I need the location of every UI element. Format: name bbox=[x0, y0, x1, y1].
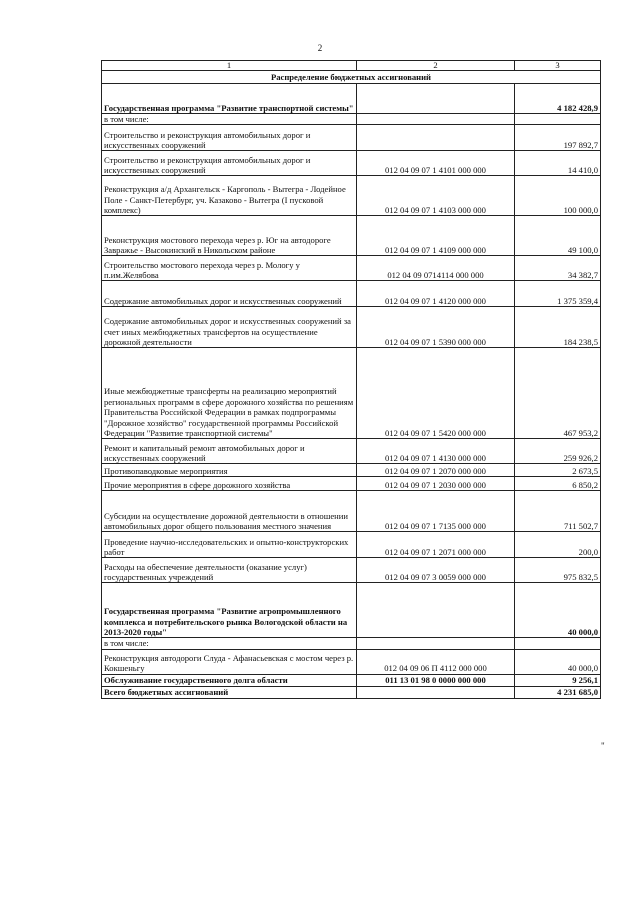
row-amount-cell bbox=[515, 638, 601, 649]
row-name-cell: Расходы на обеспечение деятельности (оказание услуг) государственных учреждений bbox=[102, 558, 357, 583]
column-number-2: 2 bbox=[357, 61, 515, 71]
table-row bbox=[102, 686, 601, 698]
table-row bbox=[102, 114, 601, 125]
row-name-cell: Ремонт и капитальный ремонт автомобильных дорог и искусственных сооружений bbox=[102, 439, 357, 464]
row-amount-cell: 4 182 428,9 bbox=[515, 84, 601, 114]
column-number-row bbox=[102, 61, 601, 71]
row-amount-cell: 40 000,0 bbox=[515, 583, 601, 638]
row-name-cell: в том числе: bbox=[102, 638, 357, 649]
row-name-cell: Государственная программа "Развитие транспортной системы" bbox=[102, 84, 357, 114]
row-code-cell: 012 04 09 06 П 4112 000 000 bbox=[357, 649, 515, 674]
row-amount-cell: 197 892,7 bbox=[515, 125, 601, 151]
row-name-cell: Обслуживание государственного долга области bbox=[102, 674, 357, 686]
table-row bbox=[102, 256, 601, 281]
page-number: 2 bbox=[317, 43, 323, 53]
row-name-cell: Противопаводковые мероприятия bbox=[102, 464, 357, 477]
table-row bbox=[102, 558, 601, 583]
row-amount-cell: 1 375 359,4 bbox=[515, 281, 601, 307]
row-code-cell: 012 04 09 07 1 2030 000 000 bbox=[357, 477, 515, 491]
row-name-cell: Всего бюджетных ассигнований bbox=[102, 686, 357, 698]
row-code-cell: 012 04 09 07 1 4120 000 000 bbox=[357, 281, 515, 307]
row-code-cell: 012 04 09 07 1 4101 000 000 bbox=[357, 151, 515, 176]
row-name-cell: Государственная программа "Развитие агропромышленного комплекса и потребительского рынка Вологодской области на 2013-2020 годы" bbox=[102, 583, 357, 638]
row-name-cell: Реконструкция автодороги Слуда - Афанасьевская с мостом через р. Кокшеньгу bbox=[102, 649, 357, 674]
table-row bbox=[102, 307, 601, 348]
row-name-cell: Субсидии на осуществление дорожной деятельности в отношении автомобильных дорог общего пользования местного значения bbox=[102, 491, 357, 532]
table-row bbox=[102, 477, 601, 491]
row-amount-cell: 6 850,2 bbox=[515, 477, 601, 491]
table-row bbox=[102, 491, 601, 532]
row-code-cell bbox=[357, 125, 515, 151]
table-row bbox=[102, 348, 601, 439]
row-code-cell: 012 04 09 07 1 4109 000 000 bbox=[357, 216, 515, 256]
table-row bbox=[102, 439, 601, 464]
table-row bbox=[102, 151, 601, 176]
table-row bbox=[102, 649, 601, 674]
row-name-cell: Проведение научно-исследовательских и опытно-конструкторских работ bbox=[102, 532, 357, 558]
row-name-cell: Строительство и реконструкция автомобильных дорог и искусственных сооружений bbox=[102, 151, 357, 176]
row-code-cell: 012 04 09 07 1 5420 000 000 bbox=[357, 348, 515, 439]
table-row bbox=[102, 674, 601, 686]
budget-allocation-table bbox=[101, 60, 601, 699]
table-row bbox=[102, 281, 601, 307]
row-amount-cell: 100 000,0 bbox=[515, 176, 601, 216]
row-amount-cell: 184 238,5 bbox=[515, 307, 601, 348]
closing-quote-mark: " bbox=[601, 741, 605, 751]
row-name-cell: Строительство и реконструкция автомобильных дорог и искусственных сооружений bbox=[102, 125, 357, 151]
row-amount-cell: 9 256,1 bbox=[515, 674, 601, 686]
row-code-cell: 012 04 09 07 1 4103 000 000 bbox=[357, 176, 515, 216]
row-name-cell: Реконструкция мостового перехода через р. Юг на автодороге Завражье - Высокинский в Никольском районе bbox=[102, 216, 357, 256]
row-code-cell: 012 04 09 07 1 5390 000 000 bbox=[357, 307, 515, 348]
row-name-cell: Иные межбюджетные трансферты на реализацию мероприятий региональных программ в сфере дорожного хозяйства по решениям Правительства Российской Федерации в рамках подпрограммы "Дорожное хозяйство" государственной программы Российской Федерации "Развитие транспортной системы" bbox=[102, 348, 357, 439]
row-amount-cell: 259 926,2 bbox=[515, 439, 601, 464]
row-amount-cell: 40 000,0 bbox=[515, 649, 601, 674]
row-amount-cell: 711 502,7 bbox=[515, 491, 601, 532]
row-code-cell: 012 04 09 07 1 4130 000 000 bbox=[357, 439, 515, 464]
row-code-cell: 012 04 09 07 1 2070 000 000 bbox=[357, 464, 515, 477]
table-row bbox=[102, 84, 601, 114]
table-row bbox=[102, 216, 601, 256]
row-amount-cell: 49 100,0 bbox=[515, 216, 601, 256]
column-number-3: 3 bbox=[515, 61, 601, 71]
row-code-cell bbox=[357, 583, 515, 638]
row-amount-cell bbox=[515, 114, 601, 125]
table-row bbox=[102, 176, 601, 216]
row-amount-cell: 34 382,7 bbox=[515, 256, 601, 281]
row-amount-cell: 200,0 bbox=[515, 532, 601, 558]
column-number-1: 1 bbox=[102, 61, 357, 71]
section-title-row bbox=[102, 71, 601, 84]
row-code-cell: 012 04 09 07 1 7135 000 000 bbox=[357, 491, 515, 532]
row-code-cell: 012 04 09 0714114 000 000 bbox=[357, 256, 515, 281]
row-name-cell: Прочие мероприятия в сфере дорожного хозяйства bbox=[102, 477, 357, 491]
row-code-cell bbox=[357, 114, 515, 125]
section-title: Распределение бюджетных ассигнований bbox=[102, 71, 601, 84]
table-row bbox=[102, 638, 601, 649]
row-code-cell bbox=[357, 84, 515, 114]
row-name-cell: Реконструкция а/д Архангельск - Каргополь - Вытегра - Лодейное Поле - Санкт-Петербург, уч. Казаково - Вытегра (I пусковой комплекс) bbox=[102, 176, 357, 216]
table-row bbox=[102, 583, 601, 638]
row-name-cell: Содержание автомобильных дорог и искусственных сооружений за счет иных межбюджетных трансфертов на осуществление дорожной деятельности bbox=[102, 307, 357, 348]
row-code-cell: 012 04 09 07 3 0059 000 000 bbox=[357, 558, 515, 583]
table-row bbox=[102, 532, 601, 558]
row-amount-cell: 975 832,5 bbox=[515, 558, 601, 583]
row-amount-cell: 467 953,2 bbox=[515, 348, 601, 439]
row-name-cell: Содержание автомобильных дорог и искусственных сооружений bbox=[102, 281, 357, 307]
table-row bbox=[102, 464, 601, 477]
row-amount-cell: 4 231 685,0 bbox=[515, 686, 601, 698]
row-code-cell: 011 13 01 98 0 0000 000 000 bbox=[357, 674, 515, 686]
row-code-cell bbox=[357, 638, 515, 649]
row-amount-cell: 2 673,5 bbox=[515, 464, 601, 477]
row-amount-cell: 14 410,0 bbox=[515, 151, 601, 176]
row-name-cell: в том числе: bbox=[102, 114, 357, 125]
row-name-cell: Строительство мостового перехода через р. Мологу у п.им.Желябова bbox=[102, 256, 357, 281]
row-code-cell: 012 04 09 07 1 2071 000 000 bbox=[357, 532, 515, 558]
row-code-cell bbox=[357, 686, 515, 698]
table-row bbox=[102, 125, 601, 151]
